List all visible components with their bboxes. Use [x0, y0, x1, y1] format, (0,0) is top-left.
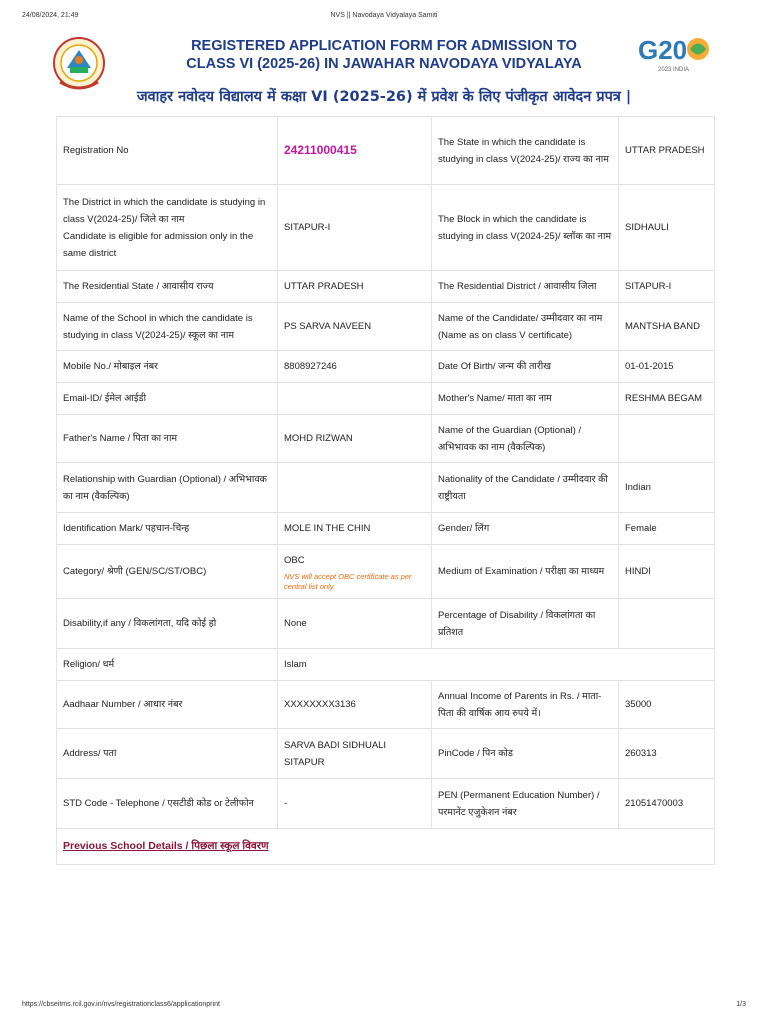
table-row — [57, 185, 715, 271]
block-studying-label: The Block in which the candidate is studying in class V(2024-25)/ ब्लॉक का नाम — [432, 185, 619, 271]
district-studying-value: SITAPUR-I — [278, 185, 432, 271]
g20-logo-icon — [636, 32, 716, 74]
disability-value: None — [278, 599, 432, 649]
guardian-name-label: Name of the Guardian (Optional) / अभिभावक का नाम (वैकल्पिक) — [432, 415, 619, 463]
form-title-english — [120, 37, 648, 73]
pincode-value: 260313 — [619, 729, 715, 779]
form-title-hindi: जवाहर नवोदय विद्यालय में कक्षा VI (2025-26) में प्रवेश के लिए पंजीकृत आवेदन प्रपत्र | — [136, 89, 632, 105]
table-row — [57, 117, 715, 185]
table-row — [57, 351, 715, 383]
email-label: Email-ID/ ईमेल आईडी — [57, 383, 278, 415]
title-line-2: CLASS VI (2025-26) IN JAWAHAR NAVODAYA VIDYALAYA — [186, 56, 582, 72]
block-studying-value: SIDHAULI — [619, 185, 715, 271]
category-label: Category/ श्रेणी (GEN/SC/ST/OBC) — [57, 545, 278, 599]
disability-pct-value — [619, 599, 715, 649]
aadhaar-value: XXXXXXXX3136 — [278, 681, 432, 729]
category-cell — [278, 545, 432, 599]
aadhaar-label: Aadhaar Number / आधार नंबर — [57, 681, 278, 729]
previous-school-details-link[interactable]: Previous School Details / पिछला स्कूल विवरण — [63, 840, 269, 852]
mobile-label: Mobile No./ मोबाइल नंबर — [57, 351, 278, 383]
state-studying-label: The State in which the candidate is studying in class V(2024-25)/ राज्य का नाम — [432, 117, 619, 185]
income-label: Annual Income of Parents in Rs. / माता-पिता की वार्षिक आय रुपये में। — [432, 681, 619, 729]
medium-value: HINDI — [619, 545, 715, 599]
print-page-title: NVS || Navodaya Vidyalaya Samiti — [330, 12, 438, 19]
nationality-label: Nationality of the Candidate / उम्मीदवार की राष्ट्रीयता — [432, 463, 619, 513]
residential-state-label: The Residential State / आवासीय राज्य — [57, 271, 278, 303]
print-url: https://cbseitms.rcil.gov.in/nvs/registrationclass6/applicationprint — [22, 1001, 220, 1008]
print-page-number: 1/3 — [736, 1001, 746, 1008]
guardian-name-value — [619, 415, 715, 463]
pen-label: PEN (Permanent Education Number) / परमानेंट एजुकेशन नंबर — [432, 779, 619, 829]
category-note: NVS will accept OBC certificate as per central list only. — [284, 571, 412, 591]
gender-label: Gender/ लिंग — [432, 513, 619, 545]
table-row — [57, 545, 715, 599]
print-datetime: 24/08/2024, 21:49 — [22, 12, 79, 19]
candidate-name-label: Name of the Candidate/ उम्मीदवार का नाम (Name as on class V certificate) — [432, 303, 619, 351]
table-row — [57, 779, 715, 829]
state-studying-value: UTTAR PRADESH — [619, 117, 715, 185]
table-row — [57, 729, 715, 779]
income-value: 35000 — [619, 681, 715, 729]
dob-value: 01-01-2015 — [619, 351, 715, 383]
address-value: SARVA BADI SIDHUALI SITAPUR — [278, 729, 432, 779]
district-label-line1: The District in which the candidate is studying in class V(2024-25)/ जिले का नाम — [63, 196, 266, 225]
disability-label: Disability,if any / विकलांगता, यदि कोई हो — [57, 599, 278, 649]
std-code-value: - — [278, 779, 432, 829]
nationality-value: Indian — [619, 463, 715, 513]
title-line-1: REGISTERED APPLICATION FORM FOR ADMISSION TO — [191, 38, 577, 54]
table-row — [57, 303, 715, 351]
candidate-name-value: MANTSHA BAND — [619, 303, 715, 351]
pincode-label: PinCode / पिन कोड — [432, 729, 619, 779]
table-row — [57, 599, 715, 649]
district-label-line2: Candidate is eligible for admission only in the same district — [63, 230, 254, 259]
guardian-relation-value — [278, 463, 432, 513]
table-row — [57, 513, 715, 545]
g20-subtext: 2023 INDIA — [658, 67, 690, 73]
identification-mark-label: Identification Mark/ पहचान-चिन्ह — [57, 513, 278, 545]
registration-no-label: Registration No — [57, 117, 278, 185]
category-value: OBC — [284, 554, 305, 566]
table-row — [57, 649, 715, 681]
residential-district-value: SITAPUR-I — [619, 271, 715, 303]
mobile-value: 8808927246 — [278, 351, 432, 383]
medium-label: Medium of Examination / परीक्षा का माध्यम — [432, 545, 619, 599]
table-row — [57, 383, 715, 415]
pen-value: 21051470003 — [619, 779, 715, 829]
guardian-relation-label: Relationship with Guardian (Optional) / अभिभावक का नाम (वैकल्पिक) — [57, 463, 278, 513]
gender-value: Female — [619, 513, 715, 545]
g20-text: G20 — [638, 35, 688, 65]
address-label: Address/ पता — [57, 729, 278, 779]
dob-label: Date Of Birth/ जन्म की तारीख — [432, 351, 619, 383]
district-studying-label — [57, 185, 278, 271]
table-row — [57, 829, 715, 865]
residential-state-value: UTTAR PRADESH — [278, 271, 432, 303]
table-row — [57, 681, 715, 729]
father-name-label: Father's Name / पिता का नाम — [57, 415, 278, 463]
registration-no-value: 24211000415 — [284, 142, 357, 157]
mother-name-label: Mother's Name/ माता का नाम — [432, 383, 619, 415]
mother-name-value: RESHMA BEGAM — [619, 383, 715, 415]
nvs-emblem-icon — [52, 36, 106, 92]
previous-school-cell — [57, 829, 715, 865]
school-name-value: PS SARVA NAVEEN — [278, 303, 432, 351]
school-name-label: Name of the School in which the candidate is studying in class V(2024-25)/ स्कूल का नाम — [57, 303, 278, 351]
father-name-value: MOHD RIZWAN — [278, 415, 432, 463]
religion-label: Religion/ धर्म — [57, 649, 278, 681]
residential-district-label: The Residential District / आवासीय जिला — [432, 271, 619, 303]
table-row — [57, 415, 715, 463]
religion-value: Islam — [278, 649, 715, 681]
email-value — [278, 383, 432, 415]
table-row — [57, 271, 715, 303]
disability-pct-label: Percentage of Disability / विकलांगता का प्रतिशत — [432, 599, 619, 649]
identification-mark-value: MOLE IN THE CHIN — [278, 513, 432, 545]
application-table — [56, 116, 715, 865]
std-code-label: STD Code - Telephone / एसटीडी कोड or टेलीफोन — [57, 779, 278, 829]
table-row — [57, 463, 715, 513]
